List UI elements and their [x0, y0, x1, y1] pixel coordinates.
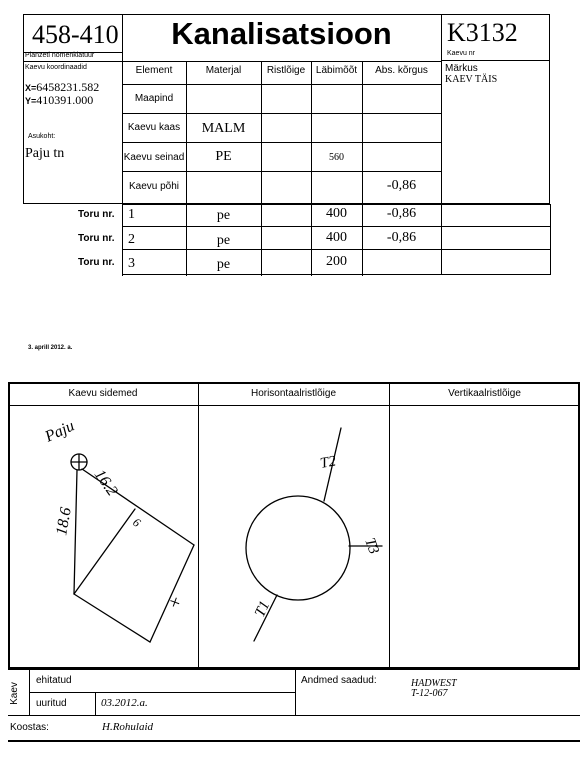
- y-label: Y=: [25, 96, 37, 106]
- divider: [23, 61, 441, 62]
- hw-pipe-label: T1: [252, 598, 274, 620]
- divider: [122, 274, 550, 275]
- sketch-col-vertical: Vertikaalristlõige: [448, 388, 521, 399]
- row-element: Kaevu seinad: [123, 152, 185, 163]
- divider: [441, 204, 442, 275]
- sketch-col-horizontal: Horisontaalristlõige: [250, 388, 337, 399]
- row-element: Kaevu põhi: [128, 181, 180, 192]
- author-label: Koostas:: [10, 722, 49, 733]
- pipe-abs-height: -0,86: [386, 206, 417, 221]
- hw-distance: 18.6: [53, 506, 75, 537]
- well-number: K3132: [447, 18, 518, 47]
- horizontal-section-sketch: [199, 406, 389, 668]
- divider: [122, 249, 550, 250]
- pipe-number: 1: [128, 207, 135, 222]
- hw-distance: 16.2: [90, 466, 121, 500]
- divider: [8, 669, 580, 670]
- nomenclature-number: 458-410: [32, 20, 119, 49]
- y-coordinate: [25, 93, 93, 108]
- pipe-material: pe: [216, 257, 231, 272]
- row-material: MALM: [201, 121, 246, 136]
- source-value: T-12-067: [411, 688, 448, 699]
- divider: [389, 382, 390, 669]
- divider: [122, 226, 550, 227]
- source-label: Andmed saadud:: [301, 675, 377, 686]
- divider: [122, 171, 441, 172]
- pipe-label: Toru nr.: [78, 209, 115, 220]
- tie-line: [74, 470, 77, 594]
- location-label: Asukoht:: [28, 133, 56, 140]
- pipe-label: Toru nr.: [78, 233, 115, 244]
- divider: [122, 204, 550, 205]
- pipe-material: pe: [216, 208, 231, 223]
- divider: [550, 204, 551, 275]
- surveyed-label: uuritud: [36, 698, 67, 709]
- well-number-label: Kaevu nr: [447, 50, 476, 57]
- row-element: Kaevu kaas: [127, 122, 181, 133]
- hw-pipe-label: T2: [318, 453, 338, 472]
- well-circle: [246, 496, 350, 600]
- row-diameter: 560: [329, 152, 344, 163]
- remark-value: KAEV TÄIS: [445, 74, 498, 85]
- coords-label: Kaevu koordinaadid: [25, 64, 87, 71]
- divider: [29, 692, 295, 693]
- col-diameter: Läbimõõt: [315, 65, 358, 76]
- footer-side-label: Kaev: [8, 682, 20, 705]
- divider: [122, 142, 441, 143]
- divider: [441, 14, 442, 204]
- y-value: 410391.000: [36, 93, 94, 107]
- divider: [295, 669, 296, 715]
- divider: [441, 60, 550, 61]
- pipe-abs-height: -0,86: [386, 230, 417, 245]
- col-remark: Märkus: [445, 63, 478, 74]
- col-section: Ristlõige: [266, 65, 306, 76]
- x-value: 6458231.582: [36, 80, 100, 94]
- row-abs-height: -0,86: [386, 178, 417, 193]
- row-material: PE: [215, 149, 232, 164]
- page-title: Kanalisatsioon: [171, 16, 392, 51]
- divider: [261, 61, 262, 276]
- pipe-diameter: 200: [326, 254, 347, 269]
- built-label: ehitatud: [36, 675, 72, 686]
- hw-distance: 6: [130, 514, 144, 530]
- divider: [8, 715, 580, 716]
- divider: [122, 113, 441, 114]
- divider: [122, 14, 123, 276]
- hw-street: Paju: [42, 417, 78, 446]
- pipe-label: Toru nr.: [78, 257, 115, 268]
- divider: [95, 692, 96, 715]
- nomenclature-label: Planzeti nomenklatuur: [25, 52, 95, 59]
- pipe-number: 2: [128, 232, 135, 247]
- author-value: H.Rohulaid: [102, 721, 154, 733]
- pipe-diameter: 400: [326, 206, 347, 221]
- surveyed-value: 03.2012.a.: [101, 697, 148, 709]
- tie-line: [74, 509, 135, 594]
- col-material: Materjal: [205, 65, 242, 76]
- hw-mark: +: [164, 590, 185, 616]
- location-value: Paju tn: [25, 146, 65, 161]
- source-value: HADWEST: [411, 678, 457, 689]
- pipe-material: pe: [216, 233, 231, 248]
- x-label: X=: [25, 83, 37, 93]
- pipe-diameter: 400: [326, 230, 347, 245]
- hw-pipe-label: T3: [361, 535, 382, 557]
- col-element: Element: [135, 65, 173, 76]
- divider: [122, 84, 441, 85]
- divider: [8, 740, 580, 742]
- row-element: Maapind: [134, 93, 174, 104]
- document-date: 3. aprill 2012. a.: [28, 345, 73, 351]
- col-abs-height: Abs. kõrgus: [375, 65, 428, 76]
- pipe-number: 3: [128, 256, 135, 271]
- sketch-col-links: Kaevu sidemed: [68, 388, 138, 399]
- ties-sketch: [8, 406, 198, 668]
